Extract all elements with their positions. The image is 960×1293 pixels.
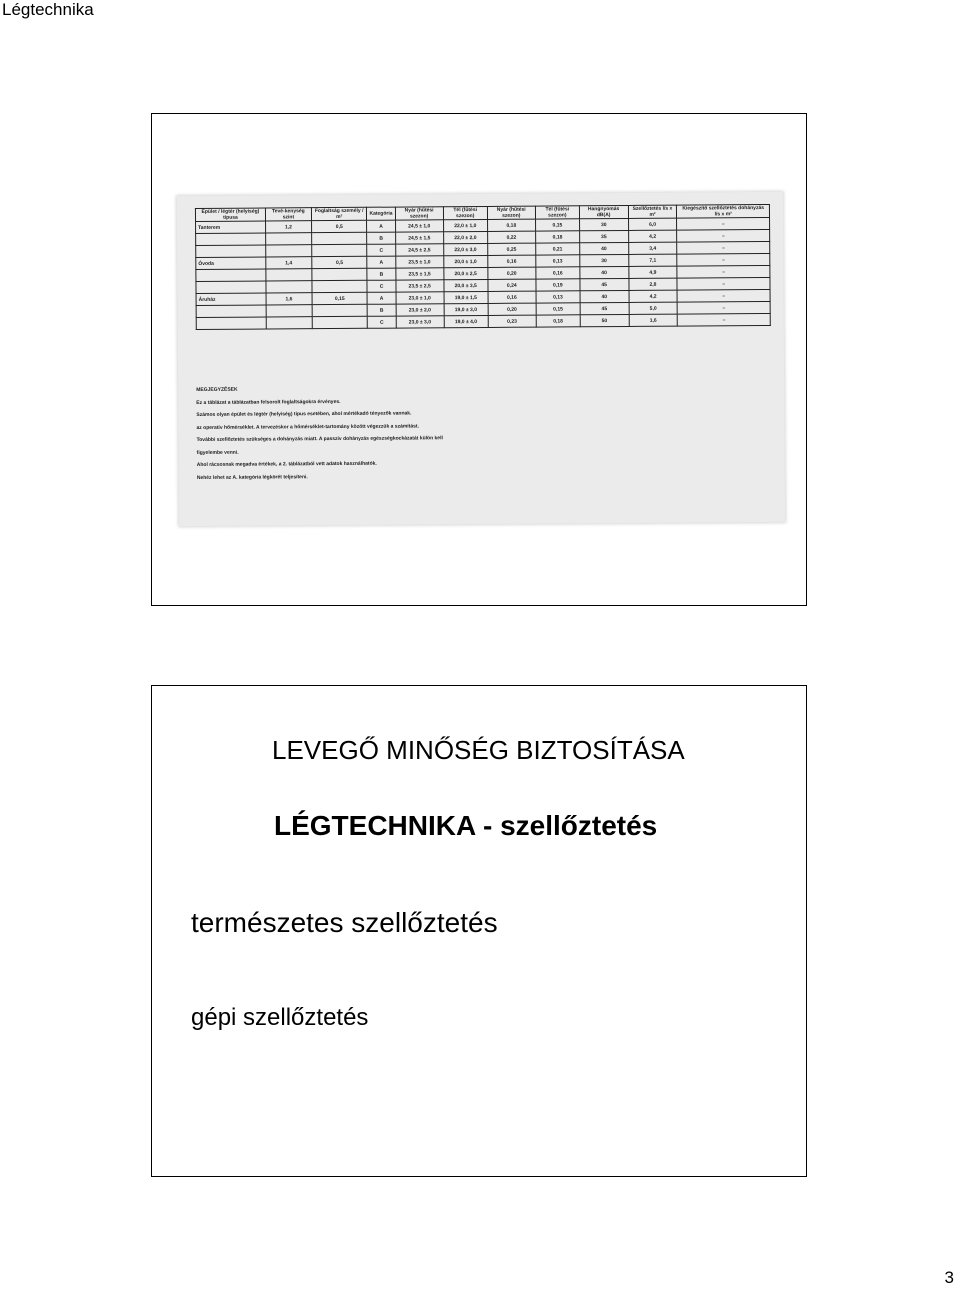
table-cell	[266, 233, 312, 245]
table-notes	[196, 380, 772, 484]
table-cell: 7,1	[628, 254, 677, 266]
table-cell: 0,15	[536, 303, 580, 315]
table-header-cell: Nyár (hűtési szezon)	[487, 206, 535, 219]
ventilation-requirements-table	[195, 204, 771, 330]
table-cell: 19,0 ± 1,5	[444, 291, 488, 303]
bullet-natural-ventilation: természetes szellőztetés	[191, 907, 498, 938]
table-cell: 6,0	[628, 218, 677, 230]
table-cell: 1,6	[629, 314, 678, 326]
table-cell: B	[367, 232, 395, 244]
table-cell: 0,22	[487, 231, 535, 243]
table-cell: 22,0 ± 1,0	[443, 219, 487, 231]
table-cell	[196, 245, 266, 257]
note-line: Számos olyan épület és légtér (helyiség) típus esetében, ahol mértékadó tényezők vannak.	[196, 410, 412, 418]
note-line: Ez a táblázat a táblázatban felsorolt foglaltságokra érvényes.	[196, 398, 341, 406]
table-cell: 40	[579, 242, 628, 254]
table-cell	[266, 305, 312, 317]
table-header-cell: Tevé-kenység szint	[265, 208, 311, 221]
table-cell: 0,13	[536, 291, 580, 303]
table-cell: 23,5 ± 2,5	[395, 280, 443, 292]
table-cell	[266, 281, 312, 293]
table-cell: 5,0	[629, 302, 678, 314]
table-cell: C	[367, 280, 395, 292]
table-cell: 23,0 ± 3,0	[396, 316, 444, 328]
table-cell: 30	[579, 218, 628, 230]
slide-title: LEVEGŐ MINŐSÉG BIZTOSÍTÁSA	[272, 735, 685, 765]
table-cell: 0,5	[312, 256, 368, 268]
slide-2	[151, 685, 807, 1177]
table-cell: B	[368, 304, 396, 316]
table-cell: 2,8	[628, 278, 677, 290]
table-cell: 0,15	[312, 292, 368, 304]
table-cell: 45	[580, 302, 629, 314]
table-cell: –	[678, 301, 771, 314]
table-cell: 4,2	[629, 290, 678, 302]
table-cell: 0,18	[536, 315, 580, 327]
table-cell: 0,21	[536, 243, 580, 255]
table-cell: 0,18	[536, 231, 580, 243]
table-cell: 4,9	[628, 266, 677, 278]
table-cell: 50	[580, 314, 629, 326]
note-line: Nehéz lehet az A. kategória légkörét teljesíteni.	[196, 473, 308, 481]
table-cell: –	[677, 217, 770, 230]
table-cell: 20,0 ± 2,5	[444, 267, 488, 279]
table-cell	[196, 305, 266, 317]
scanned-table-image	[177, 192, 785, 526]
table-cell: 45	[580, 278, 629, 290]
table-cell: 30	[580, 254, 629, 266]
slide-1	[151, 113, 807, 606]
table-cell: 0,25	[487, 243, 535, 255]
page-number: 3	[944, 1268, 954, 1287]
table-cell: –	[677, 229, 770, 242]
table-cell	[266, 317, 312, 329]
table-cell	[312, 280, 368, 292]
table-cell: Óvoda	[196, 257, 266, 269]
table-cell: B	[367, 268, 395, 280]
table-cell: 20,0 ± 1,0	[444, 255, 488, 267]
table-cell: –	[677, 265, 770, 278]
table-cell	[312, 244, 368, 256]
table-cell: 0,16	[488, 291, 536, 303]
table-cell	[311, 232, 367, 244]
table-cell	[312, 304, 368, 316]
table-cell	[312, 268, 368, 280]
table-cell: C	[367, 244, 395, 256]
table-cell	[266, 245, 312, 257]
table-cell: A	[367, 256, 395, 268]
table-cell: 23,0 ± 2,0	[396, 304, 444, 316]
note-line: Ahol rácsosnak megadva értékek, a 2. táblázatból vett adatok használhatók.	[196, 460, 377, 468]
table-cell: –	[677, 277, 770, 290]
table-cell: Áruház	[196, 293, 266, 305]
table-header-cell: Kategória	[367, 207, 395, 220]
table-cell: Tanterem	[196, 221, 266, 233]
note-line: figyelembe venni.	[196, 449, 239, 456]
table-header-cell: Tél (fűtési szezon)	[535, 206, 579, 219]
table-cell: 24,5 ± 2,5	[395, 244, 443, 256]
table-cell	[312, 316, 368, 328]
table-cell: 24,5 ± 1,5	[395, 232, 443, 244]
bullet-mechanical-ventilation: gépi szellőztetés	[191, 1004, 369, 1031]
table-cell: 0,19	[536, 279, 580, 291]
table-cell	[196, 281, 266, 293]
table-cell: 23,5 ± 1,5	[395, 268, 443, 280]
table-cell: 0,16	[487, 255, 535, 267]
table-cell: 1,6	[266, 293, 312, 305]
table-cell: 40	[580, 290, 629, 302]
table-cell: 0,24	[488, 279, 536, 291]
table-cell	[196, 269, 266, 281]
table-cell: 23,0 ± 1,0	[396, 292, 444, 304]
table-header-cell: Tél (fűtési szezon)	[443, 206, 487, 219]
table-cell: 3,4	[628, 242, 677, 254]
table-cell: 23,5 ± 1,0	[395, 256, 443, 268]
table-header-cell: Nyár (hűtési szezon)	[395, 207, 443, 220]
table-cell	[196, 233, 266, 245]
table-cell: –	[677, 253, 770, 266]
table-cell	[266, 269, 312, 281]
slide-subtitle: LÉGTECHNIKA - szellőztetés	[274, 810, 658, 841]
table-cell: 22,0 ± 3,0	[443, 243, 487, 255]
table-cell: 20,0 ± 3,5	[444, 279, 488, 291]
table-cell: 35	[579, 230, 628, 242]
table-header-cell: Szellőztetés l/s x m²	[628, 205, 677, 218]
table-cell: –	[678, 313, 771, 326]
table-header-cell: Hangnyomás dB(A)	[579, 205, 628, 218]
table-cell: 0,18	[487, 219, 535, 231]
table-cell: 22,0 ± 2,0	[443, 231, 487, 243]
table-cell: 19,0 ± 3,0	[444, 303, 488, 315]
table-cell: 0,15	[535, 219, 579, 231]
table-cell: C	[368, 316, 396, 328]
table-header-cell: Épület / légtér (helyiség) típusa	[195, 208, 265, 221]
table-cell: 40	[580, 266, 629, 278]
table-cell: 19,0 ± 4,0	[444, 315, 488, 327]
notes-title: MEGJEGYZÉSEK	[196, 386, 238, 393]
note-line: További szellőztetés szükséges a dohányzás miatt. A passzív dohányzás egészségkockázatát külön kell	[196, 435, 443, 443]
table-cell: 0,20	[488, 267, 536, 279]
table-cell: 0,23	[488, 315, 536, 327]
table-cell: 0,20	[488, 303, 536, 315]
table-cell: –	[677, 241, 770, 254]
table-cell: 1,2	[265, 221, 311, 233]
table-cell: 0,13	[536, 255, 580, 267]
table-header-cell: Kiegészítő szellőztetés dohányzás l/s x m²	[677, 204, 770, 218]
table-cell: A	[368, 292, 396, 304]
table-header-cell: Foglaltság személy / m²	[311, 207, 367, 220]
table-cell: 1,4	[266, 257, 312, 269]
table-cell: –	[677, 289, 770, 302]
table-cell: A	[367, 220, 395, 232]
table-cell: 0,5	[311, 220, 367, 232]
table-cell	[196, 317, 266, 329]
table-cell: 24,5 ± 1,0	[395, 220, 443, 232]
note-line: az operatív hőmérséklet. A tervezéskor a hőmérséklet-tartomány között végezzük a számítást.	[196, 422, 419, 431]
document-header-title: Légtechnika	[2, 0, 94, 19]
table-cell: 0,16	[536, 267, 580, 279]
table-cell: 4,2	[628, 230, 677, 242]
